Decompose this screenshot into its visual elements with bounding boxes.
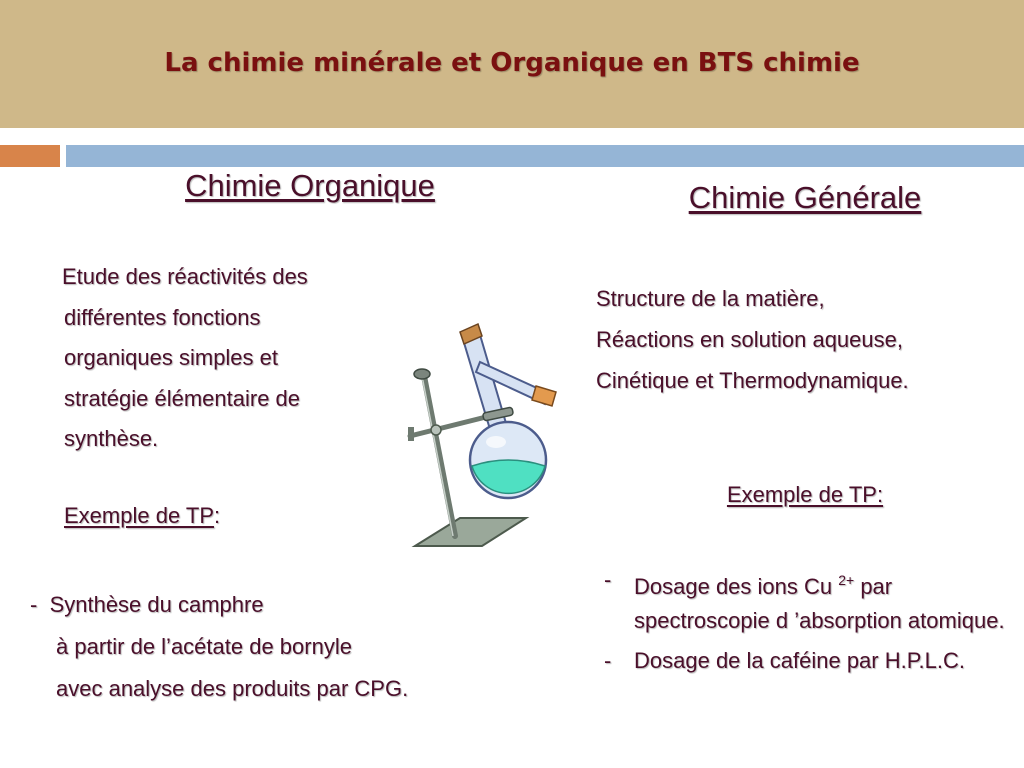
accent-band-blue [66, 145, 1024, 167]
organic-description-line: organiques simples et [64, 345, 279, 370]
general-description-line: Cinétique et Thermodynamique. [596, 368, 909, 393]
accent-band-orange [0, 145, 60, 167]
heading-chimie-generale: Chimie Générale [688, 180, 922, 215]
organic-tp-label-text: Exemple de TP [64, 503, 215, 528]
list-item [30, 584, 530, 626]
general-tp-label [580, 482, 1024, 508]
organic-description [62, 257, 392, 460]
organic-tp-list [30, 584, 530, 710]
general-tp-label-text: Exemple de TP: [726, 482, 884, 507]
list-dash: - [30, 592, 38, 617]
general-description-line: Structure de la matière, [596, 286, 825, 311]
organic-description-line: synthèse. [64, 426, 159, 451]
list-item [604, 563, 1014, 638]
organic-tp-label-colon: : [214, 503, 221, 528]
page-title: La chimie minérale et Organique en BTS chimie [164, 48, 860, 78]
list-item-text: Dosage des ions Cu [634, 574, 839, 599]
list-item [604, 644, 1014, 678]
list-item-continuation: avec analyse des produits par CPG. [56, 676, 409, 701]
list-item-text: Synthèse du camphre [49, 592, 264, 617]
list-item-text: par spectroscopie d ’absorption atomique. [634, 574, 1005, 633]
organic-description-line: différentes fonctions [64, 304, 261, 330]
ion-charge: 2+ [838, 572, 855, 588]
list-dash: - [604, 648, 612, 673]
list-item-text: Dosage de la caféine par H.P.L.C. [634, 648, 966, 673]
stand-rod-icon [424, 376, 455, 536]
general-description-line: Réactions en solution aqueuse, [596, 327, 903, 352]
lab-flask-stand-icon [400, 318, 570, 553]
organic-description-line: stratégie élémentaire de [64, 385, 301, 411]
general-description [596, 278, 1016, 401]
stand-base-icon [415, 518, 526, 546]
heading-chimie-organique: Chimie Organique [185, 168, 435, 203]
organic-tp-label [64, 503, 220, 529]
list-item-continuation: à partir de l’acétate de bornyle [56, 634, 352, 659]
general-tp-list [604, 563, 1014, 684]
list-dash: - [604, 567, 612, 592]
title-bar [0, 0, 1024, 128]
organic-description-line: Etude des réactivités des [62, 264, 308, 289]
